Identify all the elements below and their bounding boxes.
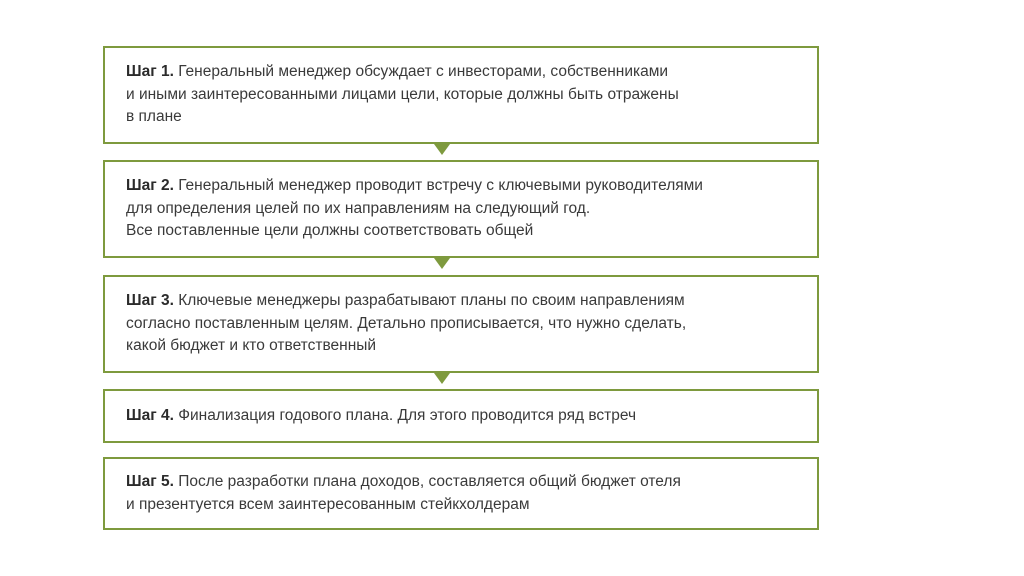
step-2-label: Шаг 2. bbox=[126, 177, 174, 195]
step-3-line-2: согласно поставленным целям. Детально прописывается, что нужно сделать, bbox=[126, 314, 687, 332]
step-5-text bbox=[126, 471, 681, 516]
down-arrow-icon bbox=[434, 258, 450, 269]
step-2-text bbox=[126, 175, 703, 243]
step-1-line-1: Генеральный менеджер обсуждает с инвесторами, собственниками bbox=[178, 63, 669, 81]
down-arrow-icon bbox=[434, 144, 450, 155]
step-3-text bbox=[126, 290, 686, 358]
step-2-box bbox=[103, 160, 819, 258]
step-3-line-1: Ключевые менеджеры разрабатывают планы по своим направлениям bbox=[178, 292, 685, 310]
step-5-line-1: После разработки плана доходов, составляется общий бюджет отеля bbox=[178, 473, 681, 490]
step-4-box bbox=[103, 389, 819, 443]
step-5-line-2: и презентуется всем заинтересованным стейкхолдерам bbox=[126, 495, 530, 513]
step-1-line-3: в плане bbox=[126, 108, 182, 126]
step-1-box bbox=[103, 46, 819, 144]
step-4-label: Шаг 4. bbox=[126, 406, 174, 424]
step-3-line-3: какой бюджет и кто ответственный bbox=[126, 337, 377, 355]
step-1-label: Шаг 1. bbox=[126, 63, 174, 81]
step-4-line-1: Финализация годового плана. Для этого проводится ряд встреч bbox=[178, 406, 637, 424]
step-2-line-1: Генеральный менеджер проводит встречу с ключевыми руководителями bbox=[178, 177, 703, 195]
step-1-text bbox=[126, 61, 679, 129]
step-3-label: Шаг 3. bbox=[126, 292, 174, 310]
step-1-line-2: и иными заинтересованными лицами цели, которые должны быть отражены bbox=[126, 85, 679, 103]
step-2-line-2: для определения целей по их направлениям на следующий год. bbox=[126, 199, 591, 217]
step-2-line-3: Все поставленные цели должны соответствовать общей bbox=[126, 222, 534, 240]
down-arrow-icon bbox=[434, 373, 450, 384]
step-3-box bbox=[103, 275, 819, 373]
step-4-text bbox=[126, 405, 636, 428]
step-5-label: Шаг 5. bbox=[126, 473, 174, 490]
step-5-box bbox=[103, 457, 819, 530]
